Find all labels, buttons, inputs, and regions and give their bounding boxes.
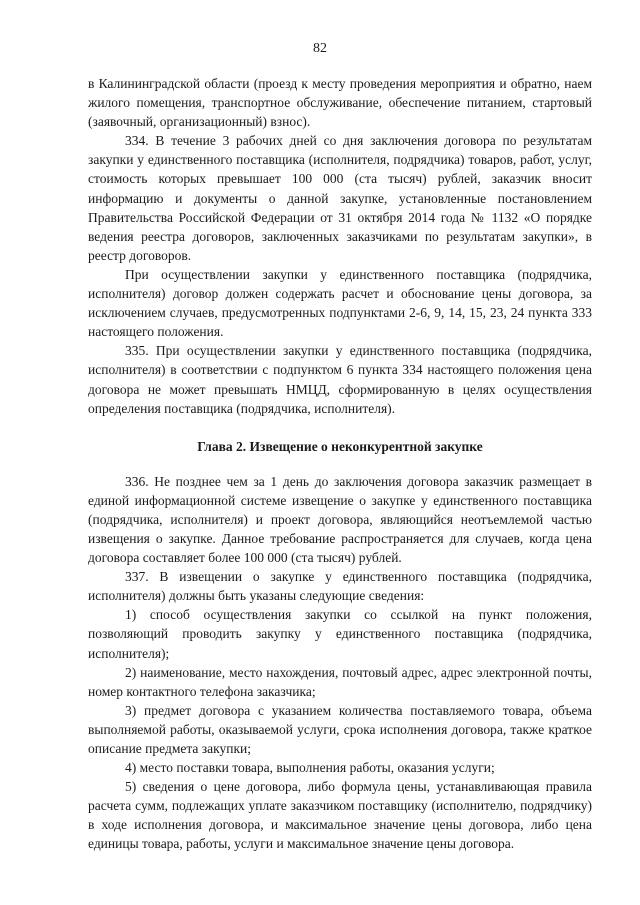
list-item-4: 4) место поставки товара, выполнения работы, оказания услуги; <box>125 760 495 776</box>
chapter-title: Глава 2. Извещение о неконкурентной закупке <box>197 438 483 454</box>
list-item-5: 5) сведения о цене договора, либо формула цены, устанавливающая правила расчета сумм, подлежащих уплате заказчиком поставщику (исполнителю, подрядчику) в ходе исполнения договора, и максимальное значение цены договора, либо цена единицы товара, работы, услуги и максимальное значение цены договора. <box>88 779 592 852</box>
paragraph-continuation: в Калининградской области (проезд к месту проведения мероприятия и обратно, наем жилого помещения, транспортное обслуживание, обеспечение питанием, стартовый (заявочный, организационный) взнос). <box>88 76 592 130</box>
paragraph-337: 337. В извещении о закупке у единственного поставщика (подрядчика, исполнителя) должны быть указаны следующие сведения: <box>88 569 592 604</box>
paragraph-334-contract: При осуществлении закупки у единственного поставщика (подрядчика, исполнителя) договор должен содержать расчет и обоснование цены договора, за исключением случаев, предусмотренных подпунктами 2-6, 9, 14, 15, 23, 24 пункта 333 настоящего положения. <box>88 266 592 340</box>
paragraph-335: 335. При осуществлении закупки у единственного поставщика (подрядчика, исполнителя) в соответствии с подпунктом 6 пункта 334 настоящего положения цена договора не может превышать НМЦД, сформированную в целях осуществления определения поставщика (подрядчика, исполнителя). <box>88 343 592 416</box>
paragraph-336: 336. Не позднее чем за 1 день до заключения договора заказчик размещает в единой информационной системе извещение о закупке у единственного поставщика (подрядчика, исполнителя) и проект договора, являющийся неотъемлемой частью извещения о закупке. Данное требование распространяется для случаев, когда цена договора составляет более 100 000 (ста тысяч) рублей. <box>88 473 592 566</box>
page-number: 82 <box>313 41 327 56</box>
list-item-2: 2) наименование, место нахождения, почтовый адрес, адрес электронной почты, номер контактного телефона заказчика; <box>88 664 592 699</box>
list-item-1: 1) способ осуществления закупки со ссылкой на пункт положения, позволяющий проводить закупку у единственного поставщика (подрядчика, исполнителя); <box>88 607 592 661</box>
list-item-3: 3) предмет договора с указанием количества поставляемого товара, объема выполняемой работы, оказываемой услуги, срока исполнения договора, также краткое описание предмета закупки; <box>88 702 592 756</box>
document-body <box>88 74 592 854</box>
paragraph-334: 334. В течение 3 рабочих дней со дня заключения договора по результатам закупки у единственного поставщика (исполнителя, подрядчика) товаров, работ, услуг, стоимость которых превышает 100 000 (ста тысяч) рублей, заказчик вносит информацию и документы о данной закупке, установленные постановлением Правительства Российской Федерации от 31 октября 2014 года № 1132 «О порядке ведения реестра договоров, заключенных заказчиками по результатам закупки», в реестр договоров. <box>88 133 592 263</box>
